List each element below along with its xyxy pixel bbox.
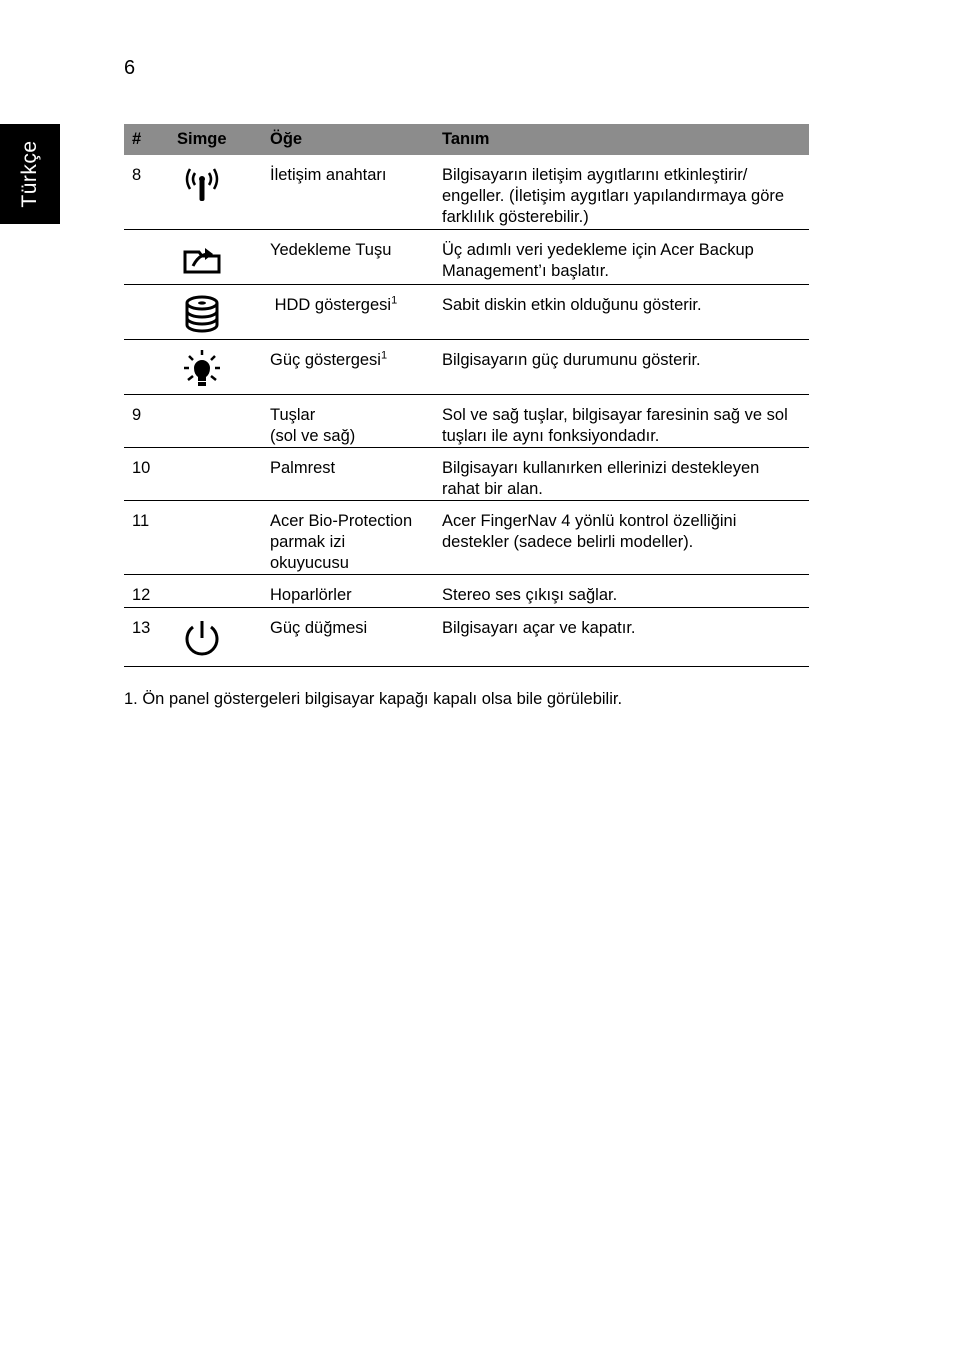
table-row (124, 284, 809, 339)
row-icon-cell (169, 447, 262, 500)
row-desc: Sol ve sağ tuşlar, bilgisayar faresinin sağ ve sol tuşları ile aynı fonksiyondadır. (434, 394, 809, 447)
row-item: Palmrest (262, 447, 434, 500)
table-header-row (124, 124, 809, 155)
power-indicator-icon (181, 350, 223, 390)
row-item-line: Tuşlar (270, 405, 316, 424)
row-num: 8 (124, 155, 169, 229)
row-icon-cell (169, 229, 262, 284)
header-icon: Simge (169, 124, 262, 155)
row-item (262, 284, 434, 339)
row-num: 12 (124, 574, 169, 607)
row-icon-cell (169, 607, 262, 666)
header-item: Öğe (262, 124, 434, 155)
row-desc: Bilgisayarı kullanırken ellerinizi destekleyen rahat bir alan. (434, 447, 809, 500)
backup-icon (181, 240, 223, 274)
table-row (124, 447, 809, 500)
row-item (262, 339, 434, 394)
row-item: Acer Bio-Protection parmak izi okuyucusu (262, 500, 434, 574)
row-desc: Üç adımlı veri yedekleme için Acer Backup Management’ı başlatır. (434, 229, 809, 284)
row-num (124, 339, 169, 394)
table-row (124, 500, 809, 574)
row-desc: Bilgisayarın güç durumunu gösterir. (434, 339, 809, 394)
footnote: 1. Ön panel göstergeleri bilgisayar kapağı kapalı olsa bile görülebilir. (124, 690, 623, 708)
row-desc: Sabit diskin etkin olduğunu gösterir. (434, 284, 809, 339)
row-desc: Bilgisayarı açar ve kapatır. (434, 607, 809, 666)
row-desc: Bilgisayarın iletişim aygıtlarını etkinleştirir/ engeller. (İletişim aygıtları yapılandırmaya göre farklılık gösterebilir.) (434, 155, 809, 229)
hdd-icon (181, 295, 223, 335)
table-row (124, 574, 809, 607)
footnote-marker: 1 (391, 294, 398, 306)
power-button-icon (181, 618, 223, 660)
language-tab-label: Türkçe (18, 140, 41, 208)
table-row (124, 394, 809, 447)
table-row (124, 607, 809, 666)
row-num: 11 (124, 500, 169, 574)
row-icon-cell (169, 155, 262, 229)
header-desc: Tanım (434, 124, 809, 155)
table-row (124, 155, 809, 229)
row-icon-cell (169, 339, 262, 394)
row-item-label: Güç göstergesi (270, 350, 381, 369)
row-num: 13 (124, 607, 169, 666)
row-num: 10 (124, 447, 169, 500)
row-num (124, 229, 169, 284)
language-tab (0, 124, 60, 224)
row-icon-cell (169, 500, 262, 574)
header-num: # (124, 124, 169, 155)
row-icon-cell (169, 394, 262, 447)
row-item-line: (sol ve sağ) (270, 426, 356, 445)
row-item: Güç düğmesi (262, 607, 434, 666)
row-num: 9 (124, 394, 169, 447)
row-num (124, 284, 169, 339)
row-item: Hoparlörler (262, 574, 434, 607)
footnote-marker: 1 (380, 349, 388, 361)
table-row (124, 229, 809, 284)
row-item: Yedekleme Tuşu (262, 229, 434, 284)
row-icon-cell (169, 574, 262, 607)
row-item: İletişim anahtarı (262, 155, 434, 229)
row-desc: Acer FingerNav 4 yönlü kontrol özelliğini destekler (sadece belirli modeller). (434, 500, 809, 574)
row-item-label: HDD göstergesi (274, 295, 392, 314)
page-number: 6 (124, 57, 136, 79)
wireless-icon (181, 165, 223, 205)
row-icon-cell (169, 284, 262, 339)
table-row (124, 339, 809, 394)
row-item (262, 394, 434, 447)
row-desc: Stereo ses çıkışı sağlar. (434, 574, 809, 607)
component-table (124, 124, 809, 667)
